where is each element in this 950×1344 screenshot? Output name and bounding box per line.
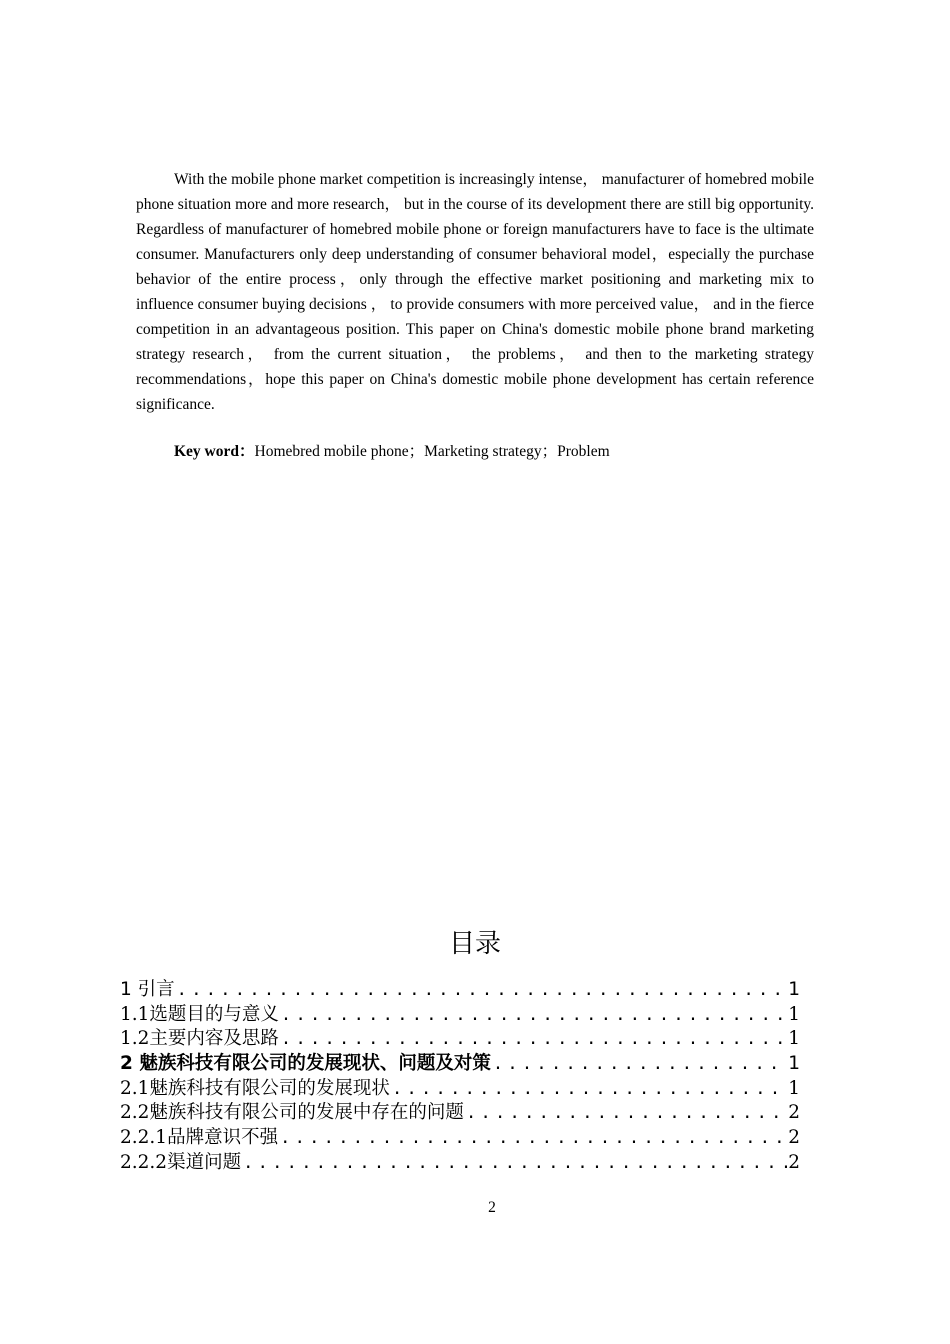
table-of-contents — [120, 978, 800, 1176]
toc-entry[interactable] — [120, 1151, 800, 1176]
toc-leader-dots — [279, 1027, 787, 1052]
toc-title: 目录 — [448, 929, 501, 959]
toc-entry-page: 1 — [788, 1077, 800, 1099]
toc-leader-dots — [241, 1151, 787, 1176]
toc-leader-dots — [175, 978, 788, 1003]
toc-entry[interactable] — [120, 978, 800, 1003]
toc-entry-text: 1.2主要内容及思路 — [120, 1028, 279, 1050]
toc-entry-text: 2.2.2渠道问题 — [120, 1151, 242, 1173]
page-number: 2 — [488, 1199, 496, 1216]
toc-entry[interactable] — [120, 1077, 800, 1102]
toc-entry-text: 1 引言 — [120, 979, 175, 1000]
toc-entry[interactable] — [120, 1052, 800, 1077]
toc-entry-page: 1 — [788, 1028, 800, 1050]
toc-entry[interactable] — [120, 1101, 800, 1126]
toc-leader-dots — [279, 1003, 787, 1028]
keywords-line — [174, 441, 610, 463]
toc-entry-page: 2 — [788, 1151, 800, 1173]
keywords-label: Key word： — [174, 443, 255, 460]
toc-entry-page: 2 — [788, 1127, 800, 1149]
toc-entry-text: 2.2.1品牌意识不强 — [120, 1127, 279, 1149]
toc-entry-page: 2 — [788, 1102, 800, 1124]
toc-entry[interactable] — [120, 1003, 800, 1028]
abstract-paragraph: With the mobile phone market competition is increasingly intense， manufacturer of homebred mobile phone situation more and more research， but in the course of its development there are still big opportunity. Regardless of manufacturer of homebred mobile phone or foreign manufacturers have to face is the ultimate consumer. Manufacturers only deep understanding of consumer behavioral model，especially the purchase behavior of the entire process，only through the effective market positioning and marketing mix to influence consumer buying decisions ， to provide consumers with more perceived value， and in the fierce competition in an advantageous position. This paper on China's domestic mobile phone brand marketing strategy research， from the current situation， the problems， and then to the marketing strategy recommendations，hope this paper on China's domestic mobile phone development has certain reference significance. — [136, 171, 814, 413]
toc-entry-text: 2.2魅族科技有限公司的发展中存在的问题 — [120, 1102, 464, 1124]
toc-entry-text: 2 魅族科技有限公司的发展现状、问题及对策 — [120, 1053, 491, 1075]
toc-entry-page: 1 — [788, 979, 800, 1000]
toc-leader-dots — [278, 1126, 787, 1151]
toc-entry-text: 1.1选题目的与意义 — [120, 1003, 279, 1025]
toc-entry[interactable] — [120, 1126, 800, 1151]
toc-entry[interactable] — [120, 1027, 800, 1052]
keywords-values: Homebred mobile phone；Marketing strategy；Problem — [254, 443, 610, 460]
toc-leader-dots — [491, 1052, 787, 1077]
toc-entry-page: 1 — [788, 1003, 800, 1025]
toc-leader-dots — [390, 1077, 787, 1102]
toc-entry-page: 1 — [788, 1053, 800, 1075]
toc-entry-text: 2.1魅族科技有限公司的发展现状 — [120, 1077, 390, 1099]
toc-leader-dots — [464, 1101, 787, 1126]
